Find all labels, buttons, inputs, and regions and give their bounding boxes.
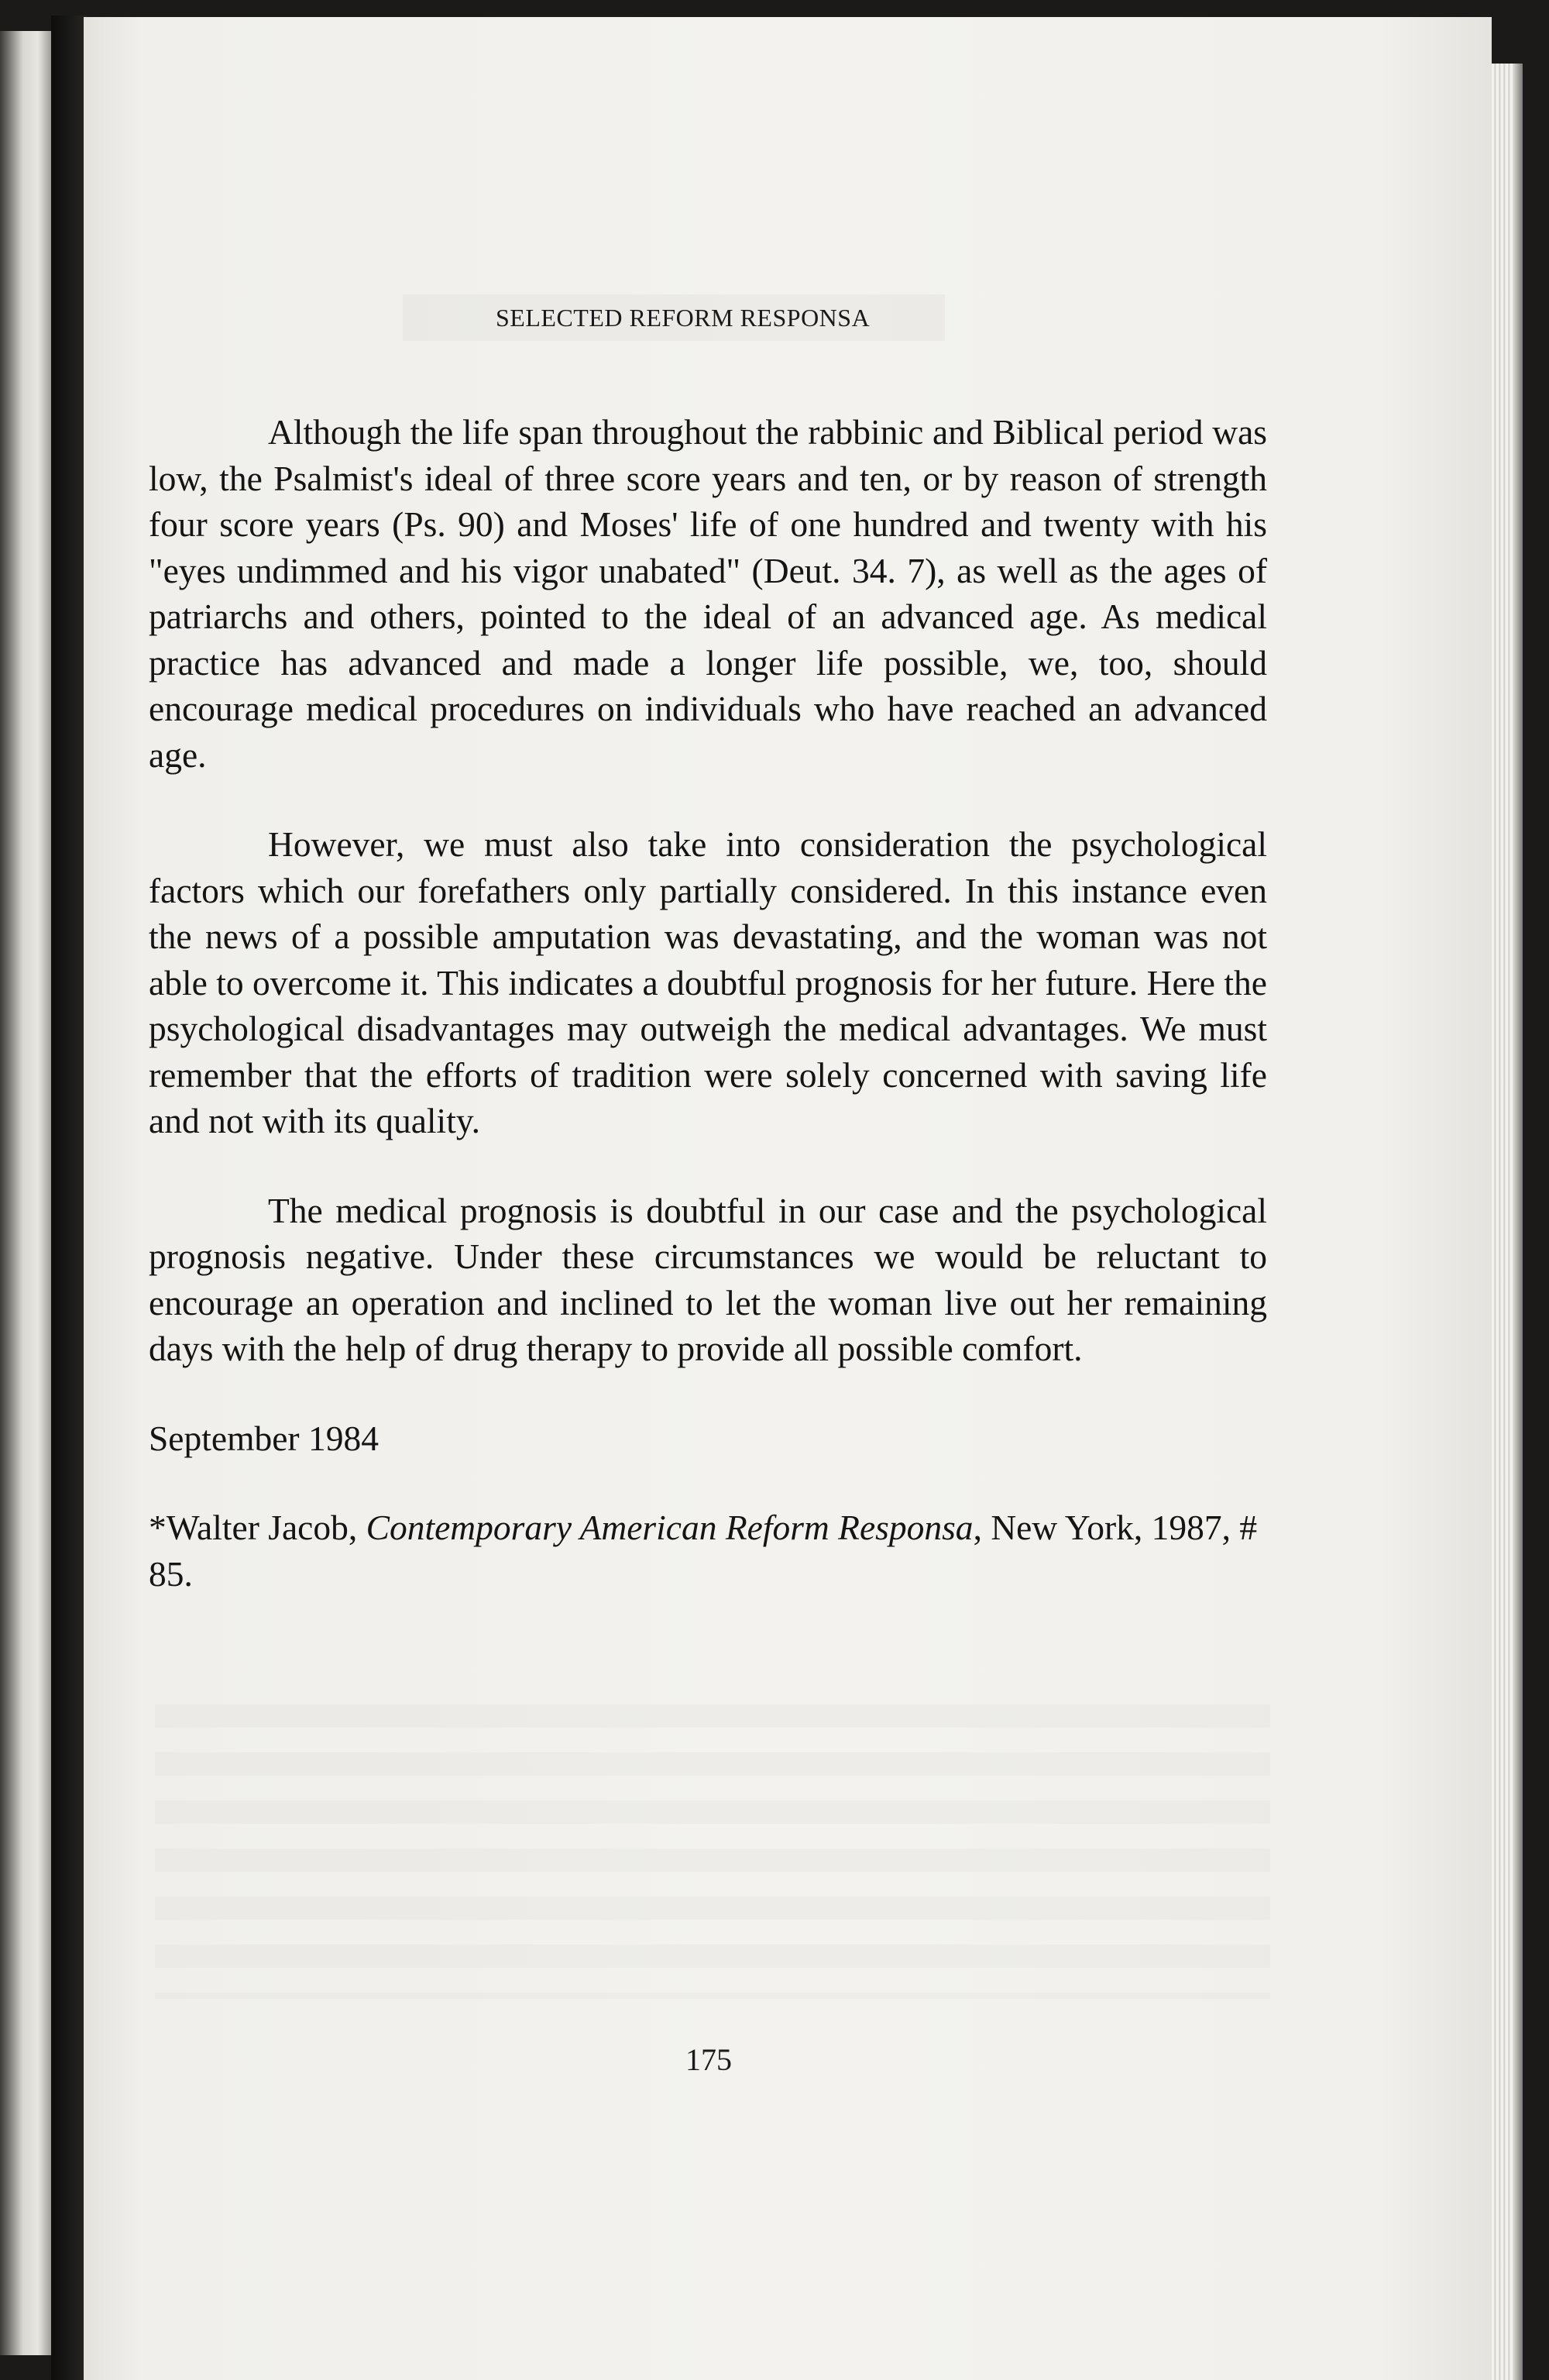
page-stack-edges [1492,64,1513,2380]
paragraph-2: However, we must also take into consideration the psychological factors which our forefathers only partially considered. In this instance even the news of a possible amputation was devastating, and the woman was not able to overcome it. This indicates a doubtful prognosis for her future. Here the psychological disadvantages may outweigh the medical advantages. We must remember that the efforts of tradition were solely concerned with saving life and not with its quality. [149,824,1267,1140]
paragraph-1: Although the life span throughout the rabbinic and Biblical period was low, the Psalmist's ideal of three score years and ten, or by reason of strength four score years (Ps. 90) and Moses' life of one hundred and twenty with his "eyes undimmed and his vigor unabated" (Deut. 34. 7), as well as the ages of patriarchs and others, pointed to the ideal of an advanced age. As medical practice has advanced and made a longer life possible, we, too, should encourage medical procedures on individuals who have reached an advanced age. [149,412,1267,775]
footnote-prefix: *Walter Jacob, [149,1508,366,1547]
body-text [149,409,1267,1640]
book-gutter [51,15,87,2380]
footnote-title: Contemporary American Reform Responsa [366,1508,974,1547]
facing-page-edge [0,31,51,2355]
footnote [149,1505,1267,1597]
paragraph-3: The medical prognosis is doubtful in our case and the psychological prognosis negative. Under these circumstances we would be reluctant to encourage an operation and inclined to let the woman live out her remaining days with the help of drug therapy to provide all possible comfort. [149,1190,1267,1368]
page-stack-shadow [1513,64,1523,2380]
running-head: SELECTED REFORM RESPONSA [496,304,871,332]
footnote-suffix: , New York, 1987, # 85. [149,1508,1258,1594]
page-number: 175 [685,2042,732,2077]
date-line: September 1984 [149,1418,379,1458]
